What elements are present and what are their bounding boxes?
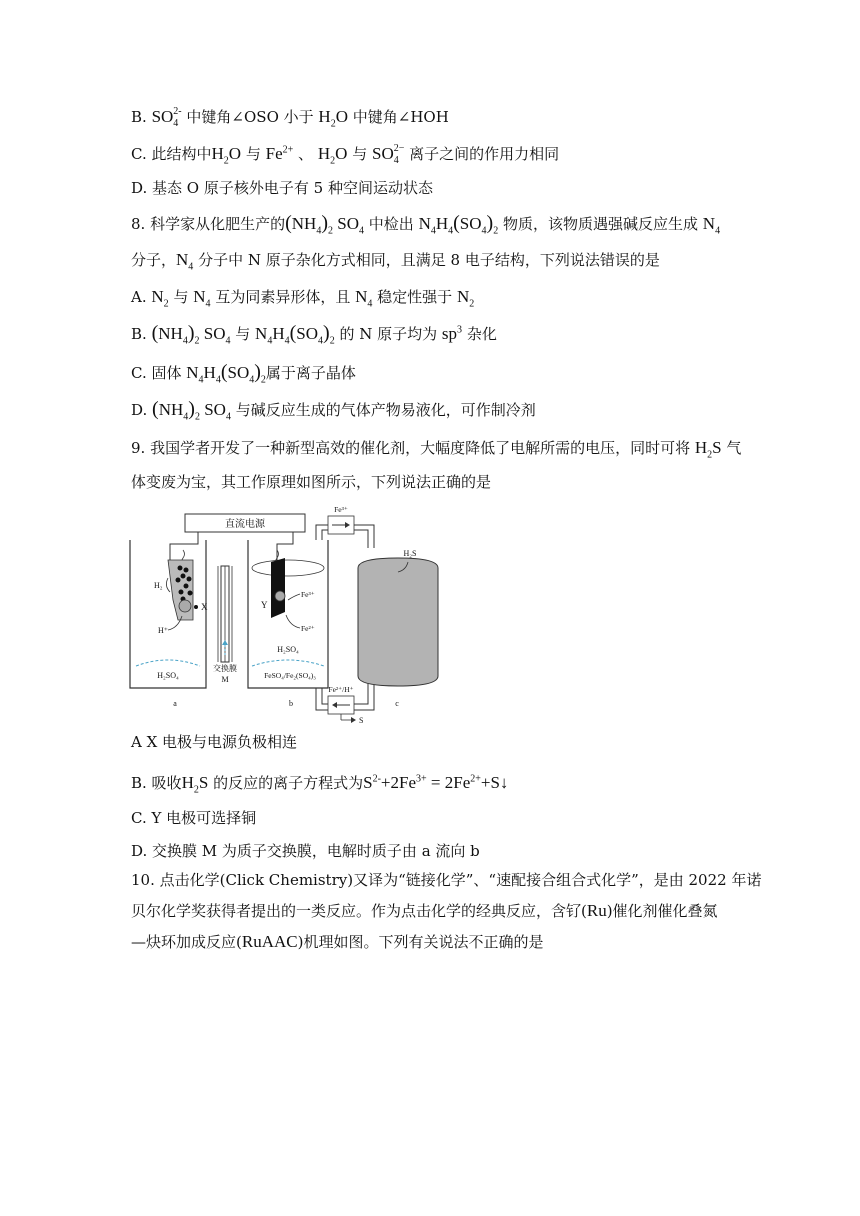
h2so4-a-label: H₂SO₄ xyxy=(157,671,179,680)
q8-stem-line1: 8. 科学家从化肥生产的$(NH_4)_2$ $SO_4$ 中检出 $N_4H_4(SO_4)_2$ 物质，该物质遇强碱反应生成 $N_4$ xyxy=(131,212,721,237)
membrane-m-label: M xyxy=(221,675,229,684)
power-supply-label: 直流电源 xyxy=(225,519,265,530)
tank-b-label: b xyxy=(289,699,293,708)
q9-option-a: A X 电极与电源负极相连 xyxy=(131,733,298,751)
q8-option-b: B. $(NH_4)_2$ $SO_4$ 与 $N_4H_4(SO_4)_2$ 的 N 原子均为 $sp^3$ 杂化 xyxy=(131,322,497,347)
q8-option-d: D. $(NH_4)_2$ $SO_4$ 与碱反应生成的气体产物易液化，可作制冷剂 xyxy=(131,398,536,423)
q7-option-d: D. 基态 O 原子核外电子有 5 种空间运动状态 xyxy=(131,179,433,197)
q9-stem-line2: 体变废为宝，其工作原理如图所示，下列说法正确的是 xyxy=(131,473,492,491)
q9-option-b: B. 吸收$H_2S$ 的反应的离子方程式为$S^{2-}+2Fe^{3+}$ = $2Fe^{2+}+S↓$ xyxy=(131,773,509,796)
membrane-label: 交换膜 xyxy=(213,664,237,673)
h2s-label: H₂S xyxy=(403,549,417,558)
fe3-y-label: Fe³⁺ xyxy=(301,590,315,599)
tank-b xyxy=(248,540,328,688)
q7-option-b: B. $SO_4^{2-}$ 中键角∠OSO 小于 $H_2O$ 中键角∠HOH xyxy=(131,106,449,130)
electrolysis-diagram xyxy=(128,500,448,725)
q9-stem-line1: 9. 我国学者开发了一种新型高效的催化剂，大幅度降低了电解所需的电压，同时可将 $H_2S$ 气 xyxy=(131,438,742,461)
fe2-y-label: Fe²⁺ xyxy=(301,624,315,633)
h-plus-label: H⁺ xyxy=(158,626,168,635)
y-label: Y xyxy=(261,600,268,610)
wire-to-x xyxy=(170,532,198,562)
q7-option-c: C. 此结构中$H_2O$ 与 $Fe^{2+}$ 、 $H_2O$ 与 $SO_4^{2-}$ 离子之间的作用力相同 xyxy=(131,143,560,167)
feso4-label: FeSO₄/Fe₂(SO₄)₃ xyxy=(264,671,316,680)
tank-a-label: a xyxy=(173,699,177,708)
electrode-y xyxy=(271,558,285,618)
tank-c xyxy=(358,558,438,686)
s-out-label: S xyxy=(359,716,364,725)
h2-label: H₂ xyxy=(154,581,163,590)
wire-to-y xyxy=(277,532,293,560)
tank-c-label: c xyxy=(395,699,399,708)
q10-stem-line1: 10. 点击化学(Click Chemistry)又译为“链接化学”、“速配接合组合式化学”，是由 2022 年诺 xyxy=(131,871,762,889)
q10-stem-line2: 贝尔化学奖获得者提出的一类反应。作为点击化学的经典反应，含钌(Ru)催化剂催化叠氮 xyxy=(131,901,718,920)
q9-option-c: C. Y 电极可选择铜 xyxy=(131,809,257,827)
x-label: X xyxy=(201,602,208,612)
h2so4-b-label: H₂SO₄ xyxy=(277,645,299,654)
q8-option-c: C. 固体 $N_4H_4(SO_4)_2$属于离子晶体 xyxy=(131,361,356,386)
q9-option-d: D. 交换膜 M 为质子交换膜，电解时质子由 a 流向 b xyxy=(131,842,480,860)
q10-stem-line3: —炔环加成反应(RuAAC)机理如图。下列有关说法不正确的是 xyxy=(131,932,544,951)
fe2h-bottom-label: Fe²⁺/H⁺ xyxy=(328,685,354,694)
fe3-top-label: Fe³⁺ xyxy=(334,505,348,514)
q8-option-a: A. $N_2$ 与 $N_4$ 互为同素异形体，且 $N_4$ 稳定性强于 $N_2$ xyxy=(131,287,475,310)
q8-stem-line2: 分子，$N_4$ 分子中 N 原子杂化方式相同，且满足 8 电子结构，下列说法错误的是 xyxy=(131,250,660,273)
